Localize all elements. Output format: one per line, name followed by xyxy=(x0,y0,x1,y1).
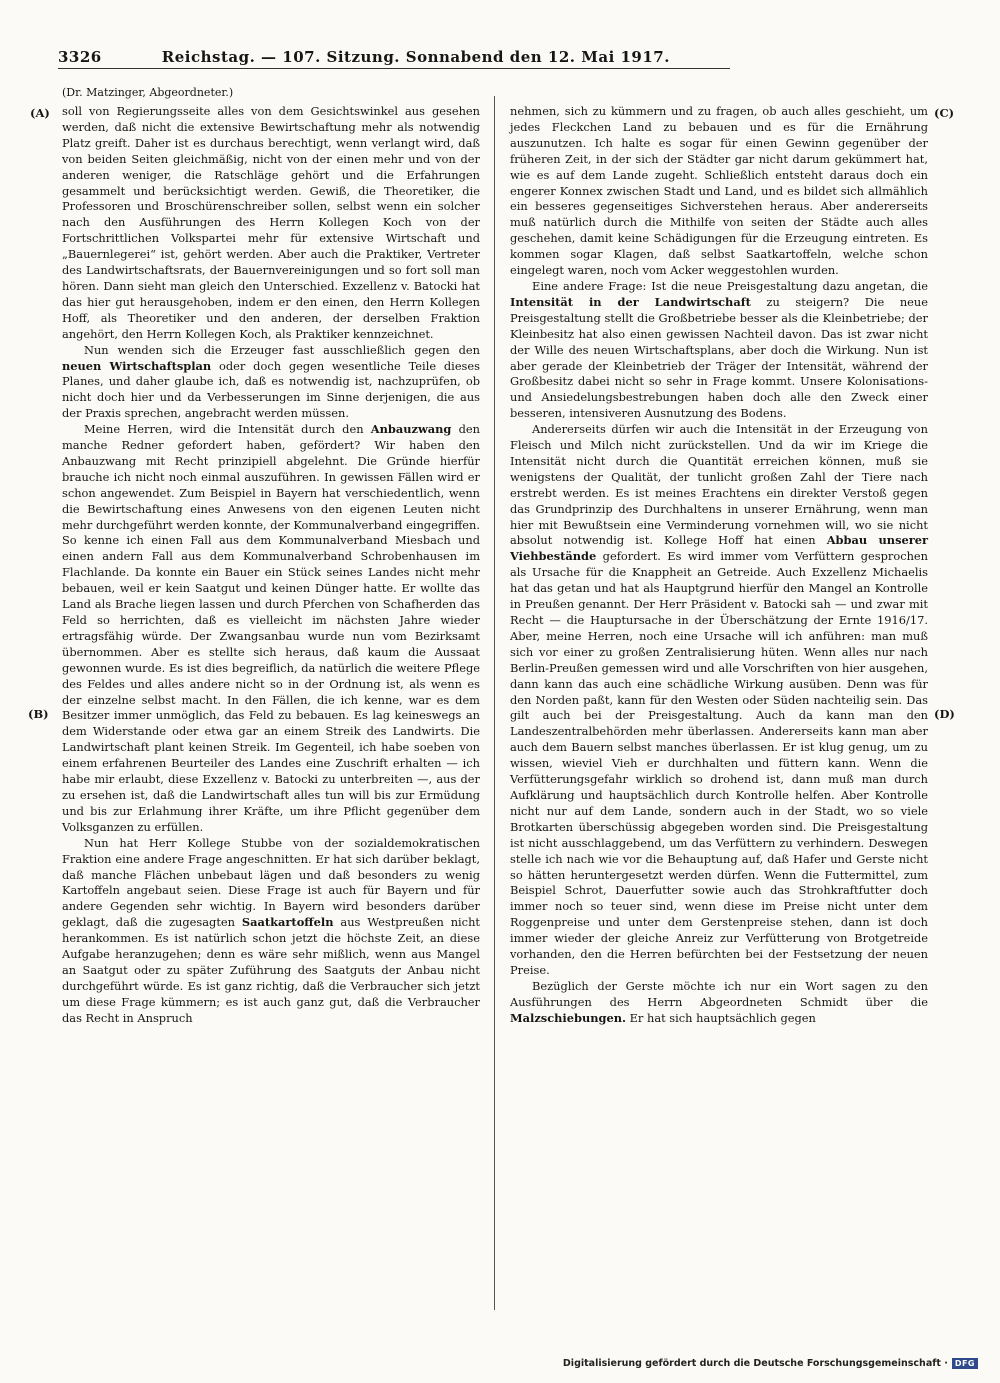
column-divider xyxy=(494,96,495,1310)
page-number: 3326 xyxy=(58,48,102,66)
page-title: Reichstag. — 107. Sitzung. Sonnabend den 12. Mai 1917. xyxy=(161,48,670,66)
paragraph xyxy=(510,279,928,422)
paragraph-text: Bezüglich der Gerste möchte ich nur ein Wort sagen zu den Ausführungen des Herrn Abgeordneten Schmidt über die xyxy=(510,978,928,1009)
credit-text: Digitalisierung gefördert durch die Deutsche Forschungsgemeinschaft · xyxy=(562,1358,948,1369)
paragraph xyxy=(62,343,480,423)
emphasized-term: neuen Wirtschaftsplan xyxy=(62,358,212,373)
paragraph-text: gefordert. Es wird immer vom Verfüttern gesprochen als Ursache für die Knappheit an Getreide. Auch Exzellenz Michaelis hat das getan und hat als Hauptgrund hierfür den Mangel an Kontrolle in Preußen genannt. Der Herr Präsident v. Batocki sah — und zwar mit Recht — die Hauptursache in der Überschätzung der Ernte 1916/17. Aber, meine Herren, noch eine Ursache will ich anführen: man muß sich vor einer zu großen Zentralisierung hüten. Wenn alles nur nach Berlin-Preußen gemessen wird und alle Vorschriften von hier ausgehen, dann kann das auch eine schädliche Wirkung ausüben. Denn was für den Norden paßt, kann für den Westen oder Süden nachteilig sein. Das gilt auch bei der Preisgestaltung. Auch da kann man den Landeszentralbehörden mehr überlassen. Andererseits kann man aber auch dem Bauern selbst manches überlassen. Er ist klug genug, um zu wissen, wieviel Vieh er durchhalten und füttern kann. Wenn die Verfütterungsgefahr wirklich so drohend ist, dann muß man durch Aufklärung und hauptsächlich durch Kontrolle helfen. Aber Kontrolle nicht nur auf dem Lande, sondern auch in der Stadt, wo so viele Brotkarten überschüssig abgegeben worden sind. Die Preisgestaltung ist nicht ausschlaggebend, um das Verfüttern zu verhindern. Deswegen stelle ich nach wie vor die Behauptung auf, daß Hafer und Gerste nicht so hätten heruntergesetzt werden dürfen. Wenn die Futtermittel, zum Beispiel Schrot, Dauerfutter sowie auch das Strohkraftfutter doch immer noch so teuer sind, wenn diese im Preise nicht unter dem Roggenpreise und unter dem Gerstenpreise stehen, dann ist doch immer wieder der gleiche Anreiz zur Verfütterung von Brotgetreide vorhanden, den die Herren befürchten bei der Festsetzung der neuen Preise. xyxy=(510,549,928,977)
dfg-logo: DFG xyxy=(952,1358,978,1369)
emphasized-term: Saatkartoffeln xyxy=(241,915,334,930)
paragraph xyxy=(510,422,928,979)
paragraph: soll von Regierungsseite alles von dem Gesichtswinkel aus gesehen werden, daß nicht die extensive Bewirtschaftung mehr als notwendig Platz greift. Daher ist es durchaus berechtigt, wenn verlangt wird, daß von beiden Seiten gleichmäßig, nicht von der einen mehr und von der anderen weniger, die Ratschläge gehört und die Erfahrungen gesammelt und berücksichtigt werden. Gewiß, die Theoretiker, die Professoren und Broschürenschreiber sollen, selbst wenn ein solcher nach den Ausführungen des Herrn Kollegen Koch von der Fortschrittlichen Volkspartei mehr für extensive Wirtschaft und „Bauernlegerei“ ist, gehört werden. Aber auch die Praktiker, Vertreter des Landwirtschaftsrats, der Bauernvereinigungen und so fort soll man hören. Dann sieht man gleich den Unterschied. Exzellenz v. Batocki hat das hier gut herausgehoben, indem er den einen, den Herrn Kollegen Hoff, als Theoretiker und den anderen, der derselben Fraktion angehört, den Herrn Kollegen Koch, als Praktiker kennzeichnet. xyxy=(62,104,480,341)
margin-marker-b: (B) xyxy=(28,707,49,721)
page-header xyxy=(58,48,730,69)
paragraph-text: den manche Redner gefordert haben, gefördert? Wir haben den Anbauzwang mit Recht prinzipiell abgelehnt. Die Gründe hierfür brauche ich nicht noch einmal auszuführen. In gewissen Fällen wird er schon angewendet. Zum Beispiel in Bayern hat verschiedentlich, wenn die Bewirtschaftung eines Anwesens von den eigenen Leuten nicht mehr durchgeführt werden konnte, der Kommunalverband eingegriffen. So kenne ich einen Fall aus dem Kommunalverband Miesbach und einen andern Fall aus dem Kommunalverband Schrobenhausen im Flachlande. Da konnte ein Bauer ein Stück seines Landes nicht mehr bebauen, weil er kein Saatgut und keinen Dünger hatte. Er wollte das Land als Brache liegen lassen und durch Pferchen von Schafherden das Feld so herrichten, daß es vielleicht im nächsten Jahre wieder ertragsfähig würde. Der Zwangsanbau wurde nun vom Bezirksamt übernommen. Aber es stellte sich heraus, daß kaum die Aussaat gewonnen wurde. Es ist dies begreiflich, da natürlich die weitere Pflege des Feldes und alles andere nicht so in der Ordnung ist, als wenn es der einzelne selbst macht. In den Fällen, die ich kenne, war es dem Besitzer immer unmöglich, das Feld zu bebauen. Es lag keineswegs an dem Widerstande oder etwa gar an einem Streik des Landwirts. Die Landwirtschaft plant keinen Streik. Im Gegenteil, ich habe soeben von einem erfahrenen Beurteiler des Landes eine Zuschrift erhalten — ich habe mir erlaubt, diese Exzellenz v. Batocki zu unterbreiten —, aus der zu ersehen ist, daß die Landwirtschaft alles tun will bis zur Ermüdung und bis zur Erlahmung ihrer Kräfte, um ihre Pflicht gegenüber dem Volksganzen zu erfüllen. xyxy=(62,422,480,834)
left-column xyxy=(62,104,480,1027)
digitization-credit xyxy=(563,1358,978,1369)
paragraph-text: Er hat sich hauptsächlich gegen xyxy=(625,1010,816,1025)
paragraph xyxy=(510,979,928,1027)
right-column xyxy=(510,104,928,1027)
paragraph xyxy=(62,836,480,1027)
paragraph-text: oder doch gegen wesentliche Teile dieses Planes, und daher glaube ich, daß es notwendig ist, nachzuprüfen, ob nicht doch hier und da Verbesserungen im Sinne derjenigen, die aus der Praxis sprechen, angebracht werden müssen. xyxy=(62,358,480,421)
paragraph-text: Meine Herren, wird die Intensität durch den xyxy=(84,422,371,437)
paragraph-text: zu steigern? Die neue Preisgestaltung stellt die Großbetriebe besser als die Kleinbetriebe; der Kleinbesitz hat also einen gewissen Nachteil davon. Das ist zwar nicht der Wille des neuen Wirtschaftsplans, aber doch die Wirkung. Nun ist aber gerade der Kleinbetrieb der Träger der Intensität, während der Großbesitz dabei nicht so sehr in Frage kommt. Unsere Kolonisations- und Ansiedelungsbestrebungen haben doch alle den Zweck einer besseren, intensiveren Ausnutzung des Bodens. xyxy=(510,294,929,421)
margin-marker-d: (D) xyxy=(934,707,955,721)
emphasized-term: Abbau unserer Viehbestände xyxy=(510,533,928,564)
paragraph-text: Nun wenden sich die Erzeuger fast ausschließlich gegen den xyxy=(84,342,480,357)
paragraph-text: Nun hat Herr Kollege Stubbe von der sozialdemokratischen Fraktion eine andere Frage angeschnitten. Er hat sich darüber beklagt, daß manche Flächen unbebaut lägen und daß besonders zu wenig Kartoffeln angebaut seien. Diese Frage ist auch für Bayern und für andere Gegenden sehr wichtig. In Bayern wird besonders darüber geklagt, daß die zugesagten xyxy=(62,835,480,930)
emphasized-term: Malzschiebungen. xyxy=(510,1010,626,1025)
speaker-label: (Dr. Matzinger, Abgeordneter.) xyxy=(62,86,234,99)
margin-marker-a: (A) xyxy=(30,106,50,120)
paragraph-text: Eine andere Frage: Ist die neue Preisgestaltung dazu angetan, die xyxy=(532,278,928,293)
emphasized-term: Intensität in der Landwirtschaft xyxy=(510,294,751,309)
margin-marker-c: (C) xyxy=(934,106,955,120)
paragraph-text: Andererseits dürfen wir auch die Intensität in der Erzeugung von Fleisch und Milch nicht zurückstellen. Und da wir im Kriege die Intensität nicht durch die Quantität erreichen können, muß sie wenigstens der Qualität, der tunlicht großen Zahl der Tiere nach erstrebt werden. Es ist meines Erachtens ein direkter Verstoß gegen das Grundprinzip des Durchhaltens in unserer Ernährung, wenn man hier mit Bewußtsein eine Verminderung vornehmen will, wo sie nicht absolut notwendig ist. Kollege Hoff hat einen xyxy=(510,422,928,548)
paragraph: nehmen, sich zu kümmern und zu fragen, ob auch alles geschieht, um jedes Fleckchen Land zu bebauen und es für die Ernährung auszunutzen. Ich halte es sogar für einen Gewinn gegenüber der früheren Zeit, in der sich der Städter gar nicht darum gekümmert hat, wie es auf dem Lande zugeht. Schließlich entsteht daraus doch ein engerer Konnex zwischen Stadt und Land, und es bildet sich allmählich ein besseres gegenseitiges Sichverstehen heraus. Aber andererseits muß natürlich durch die Mithilfe von seiten der Städte auch alles geschehen, damit keine Schädigungen für die Erzeugung eintreten. Es kommen sogar Klagen, daß selbst Saatkartoffeln, welche schon eingelegt waren, noch vom Acker weggestohlen wurden. xyxy=(510,104,928,278)
paragraph-text: aus Westpreußen nicht herankommen. Es ist natürlich schon jetzt die höchste Zeit, an diese Aufgabe heranzugehen; denn es wäre sehr mißlich, wenn aus Mangel an Saatgut oder zu später Zuführung des Saatguts der Anbau nicht durchgeführt würde. Es ist ganz richtig, daß die Verbraucher sich jetzt um diese Frage kümmern; es ist auch ganz gut, daß die Verbraucher das Recht in Anspruch xyxy=(62,915,480,1025)
paragraph xyxy=(62,422,480,836)
emphasized-term: Anbauzwang xyxy=(370,422,452,437)
